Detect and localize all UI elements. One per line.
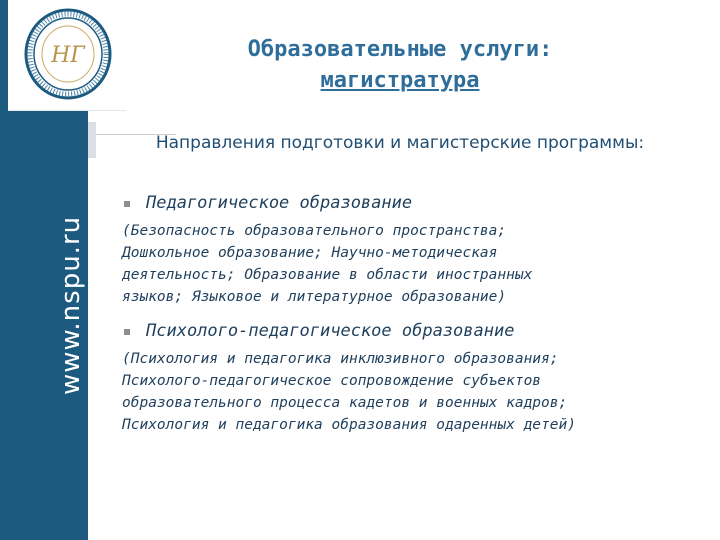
programs-list: [122, 192, 692, 436]
item-description: (Психология и педагогика инклюзивного образования; Психолого-педагогическое сопровождение субъектов образовательного процесса кадетов и военных кадров; Психология и педагогика образования одаренных детей): [122, 351, 576, 433]
accent-bar: [88, 122, 96, 158]
bullet-icon: [124, 329, 130, 335]
bullet-icon: [124, 201, 130, 207]
logo-monogram: НГ: [51, 43, 85, 68]
item-heading: Психолого-педагогическое образование: [146, 321, 515, 341]
university-seal-icon: [22, 6, 114, 102]
list-item: [122, 320, 692, 436]
list-item: [122, 192, 692, 308]
logo: [8, 0, 126, 111]
site-url[interactable]: www.nspu.ru: [56, 215, 86, 395]
title-line-2: магистратура: [320, 68, 480, 93]
page-title: [150, 34, 650, 96]
title-line-1: Образовательные услуги:: [247, 37, 553, 62]
page-subtitle: Направления подготовки и магистерские программы:: [155, 133, 645, 153]
item-description: (Безопасность образовательного пространства; Дошкольное образование; Научно-методическая деятельность; Образование в области иностранных языков; Языковое и литературное образование): [122, 223, 533, 305]
item-heading: Педагогическое образование: [146, 193, 413, 213]
